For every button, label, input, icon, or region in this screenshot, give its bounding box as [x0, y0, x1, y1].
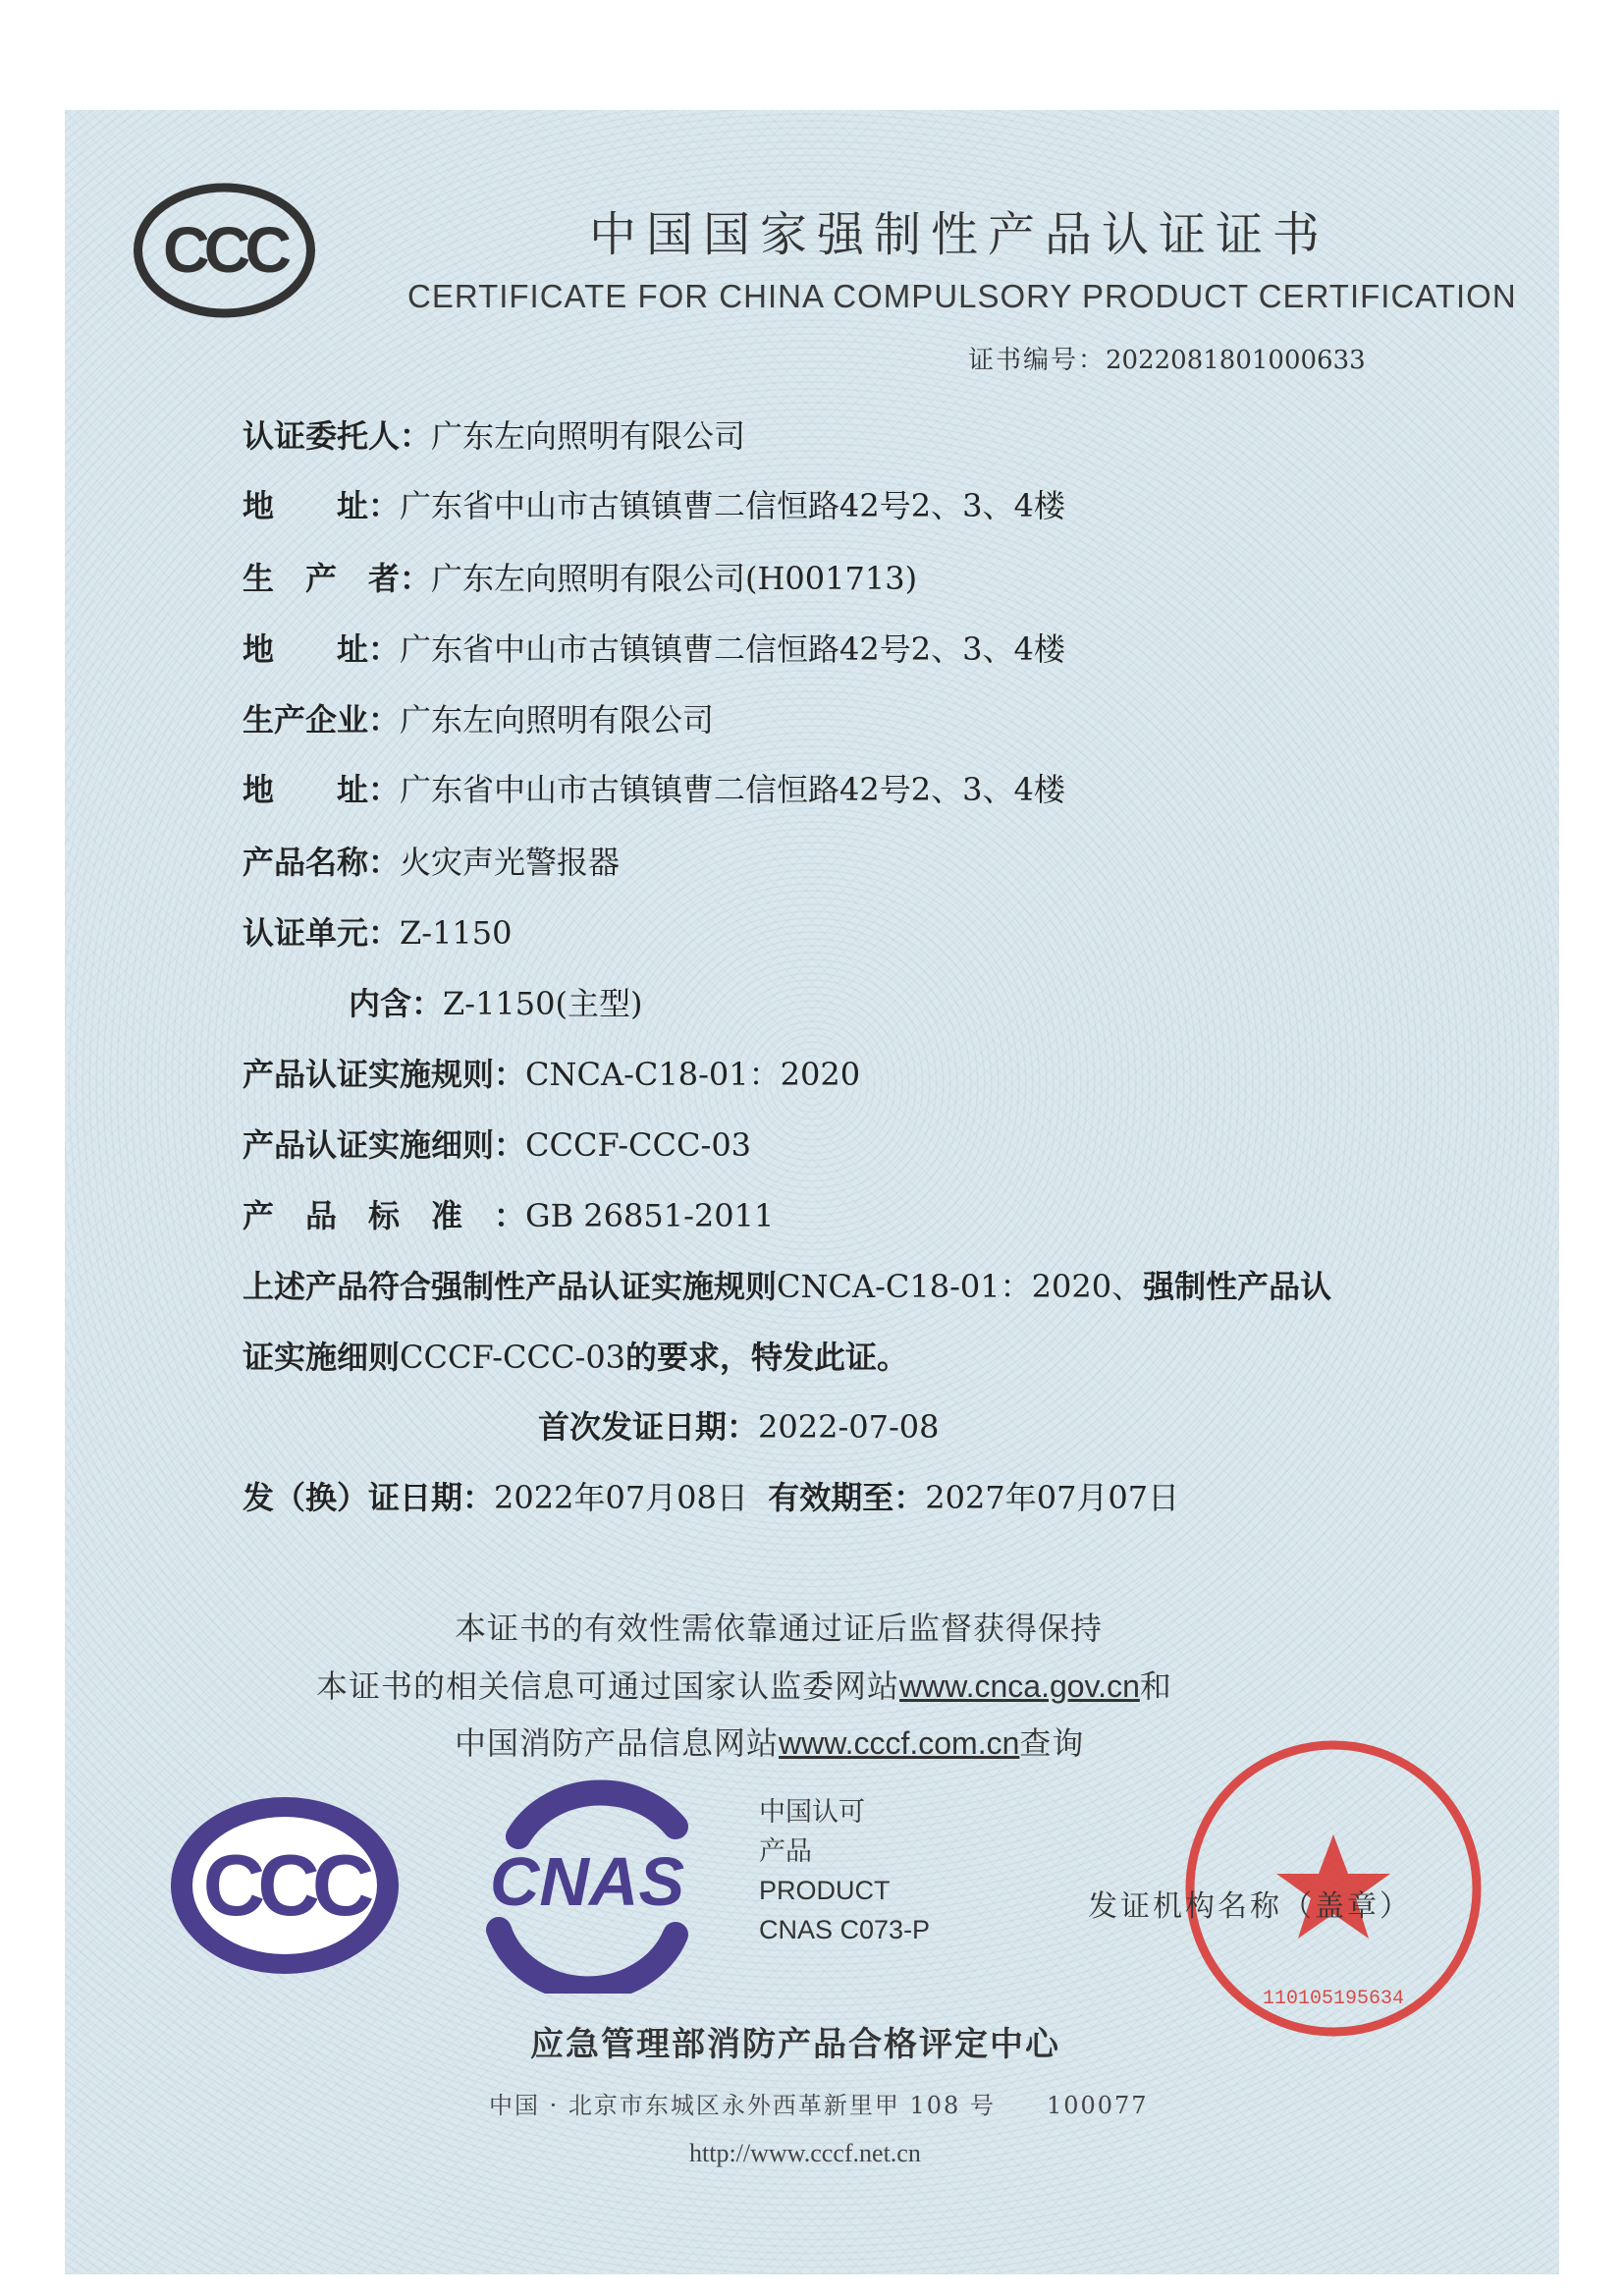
certificate-title-en: CERTIFICATE FOR CHINA COMPULSORY PRODUCT CERTIFICATION [407, 278, 1517, 314]
impl-detail-row: 产品认证实施细则：CCCF-CCC-03 [243, 1126, 752, 1164]
statement-line-2: 证实施细则CCCF-CCC-03的要求，特发此证。 [243, 1339, 909, 1376]
issuer-note: 发证机构名称（盖章） [1088, 1889, 1412, 1924]
certificate-title-cn: 中国国家强制性产品认证证书 [589, 207, 1330, 262]
cnas-caption: 中国认可 产品 PRODUCT CNAS C073-P [759, 1797, 931, 1944]
certificate-number [968, 340, 1366, 376]
manufacturer-row: 生 产 者：广东左向照明有限公司(H001713) [243, 560, 918, 597]
ccc-logo-text: CCC [163, 213, 286, 286]
applicant-row: 认证委托人：广东左向照明有限公司 [243, 417, 746, 455]
factory-address-row: 地 址：广东省中山市古镇镇曹二信恒路42号2、3、4楼 [243, 771, 1065, 808]
issue-date-row: 发（换）证日期：2022年07月08日 有效期至：2027年07月07日 [243, 1479, 1180, 1516]
cnca-link[interactable]: www.cnca.gov.cn [899, 1668, 1140, 1704]
first-issue-date-row: 首次发证日期：2022-07-08 [538, 1408, 940, 1446]
notice-line-1: 本证书的有效性需依靠通过证后监督获得保持 [455, 1610, 1104, 1647]
seal-number: 110105195634 [1262, 1988, 1405, 2010]
standard-row: 产 品 标 准 ：GB 26851-2011 [243, 1197, 775, 1234]
product-name-row: 产品名称：火灾声光警报器 [243, 844, 621, 881]
manufacturer-address-row: 地 址：广东省中山市古镇镇曹二信恒路42号2、3、4楼 [243, 630, 1065, 668]
applicant-address-row: 地 址：广东省中山市古镇镇曹二信恒路42号2、3、4楼 [243, 487, 1065, 524]
statement-line-1: 上述产品符合强制性产品认证实施规则CNCA-C18-01：2020、强制性产品认 [243, 1268, 1332, 1305]
organization-url[interactable]: http://www.cccf.net.cn [689, 2139, 921, 2167]
organization-name: 应急管理部消防产品合格评定中心 [530, 2025, 1060, 2064]
cnas-logo-text: CNAS [489, 1843, 685, 1920]
certificate-number-value: 2022081801000633 [1106, 346, 1366, 375]
factory-row: 生产企业：广东左向照明有限公司 [243, 701, 715, 738]
cnas-logo-icon [460, 1768, 715, 1994]
includes-row: 内含：Z-1150(主型) [349, 985, 643, 1022]
impl-rule-row: 产品认证实施规则：CNCA-C18-01：2020 [243, 1056, 861, 1093]
certificate-number-label: 证书编号： [968, 346, 1107, 375]
ccc-logo-bottom-text: CCC [202, 1836, 367, 1934]
notice-line-3: 中国消防产品信息网站www.cccf.com.cn查询 [455, 1724, 1085, 1762]
cccf-link[interactable]: www.cccf.com.cn [779, 1725, 1020, 1761]
ccc-logo-bottom-icon [167, 1792, 403, 1979]
organization-address: 中国 · 北京市东城区永外西革新里甲 108 号 100077 [489, 2092, 1149, 2119]
ccc-logo-icon [133, 182, 316, 319]
cert-unit-row: 认证单元：Z-1150 [243, 914, 513, 952]
notice-line-2: 本证书的相关信息可通过国家认监委网站www.cnca.gov.cn和 [316, 1667, 1172, 1705]
